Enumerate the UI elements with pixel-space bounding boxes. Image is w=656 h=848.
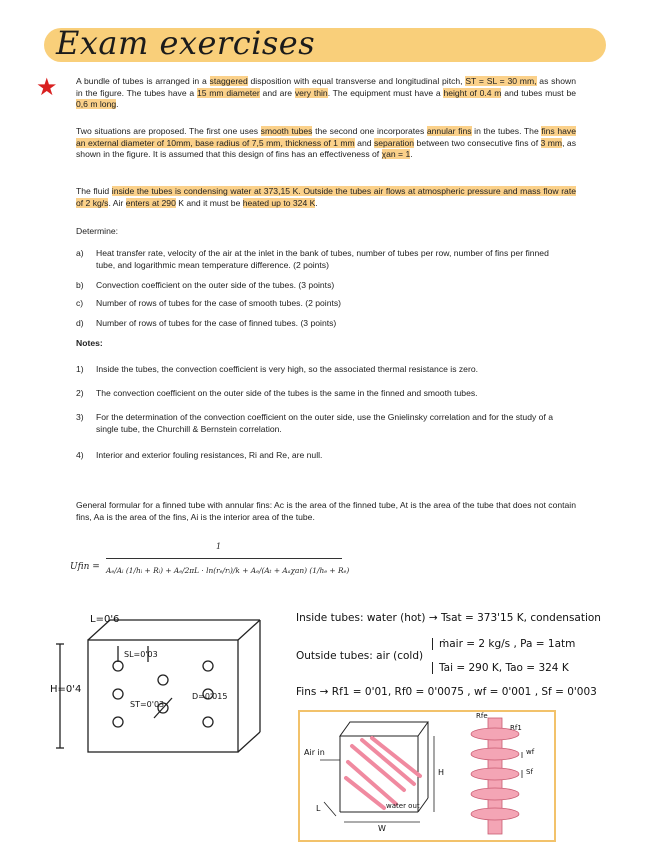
label-air-in: Air in <box>304 748 325 757</box>
situations-paragraph: Two situations are proposed. The first one uses smooth tubes the second one incorporates annular fins in the tubes. The fins have an external diameter of 10mm, base radius of 7,5 mm, thickness of 1 mm and separation between two consecutive fins of 3 mm, as shown in the figure. It is assumed that this design of fins has an effectiveness of χan = 1. <box>76 126 577 159</box>
note-4: 4) Interior and exterior fouling resistances, Ri and Re, are null. <box>76 450 323 460</box>
note-3: 3) For the determination of the convection coefficient on the outer side, use the Gnielinsky correlation and for the study of a single tube, the Churchill & Bernstein correlation. <box>76 412 554 434</box>
question-d: d) Number of rows of tubes for the case of finned tubes. (3 points) <box>76 318 337 328</box>
general-paragraph: General formular for a finned tube with annular fins: Ac is the area of the finned tube, At is the area of the tube that does not contain fins, Aa is the area of the fins, Ai is the interior area of the tube. <box>76 500 576 522</box>
question-b: b) Convection coefficient on the outer side of the tubes. (3 points) <box>76 280 335 290</box>
star-icon: ★ <box>36 74 58 101</box>
sketch-label-h: H=0'4 <box>50 684 82 695</box>
note-mass: ṁair = 2 kg/s , Pa = 1atm <box>432 638 575 650</box>
label-h: H <box>438 768 445 777</box>
tube-bundle-sketch <box>48 610 288 760</box>
note-1: 1) Inside the tubes, the convection coefficient is very high, so the associated thermal resistance is zero. <box>76 364 478 374</box>
label-water-out: water out <box>386 802 420 810</box>
intro-paragraph: A bundle of tubes is arranged in a staggered disposition with equal transverse and longitudinal pitch, ST = SL = 30 mm, as shown in the figure. The tubes have a 15 mm diameter and are very thin. The equipment must have a height of 0.4 m and tubes must be 0,6 m long. <box>76 76 577 109</box>
fluid-paragraph: The fluid inside the tubes is condensing water at 373,15 K. Outside the tubes air flows at atmospheric pressure and mass flow rate of 2 kg/s. Air enters at 290 K and it must be heated up to 324 K. <box>76 186 576 208</box>
sketch-label-st: ST=0'03 <box>130 700 165 709</box>
finned-tube-figure <box>298 710 556 842</box>
label-w: W <box>378 824 386 833</box>
determine-label: Determine: <box>76 226 119 236</box>
label-rf1: Rf1 <box>510 724 522 732</box>
notes-label: Notes: <box>76 338 103 348</box>
sketch-label-d: D=0'015 <box>192 692 228 701</box>
note-2: 2) The convection coefficient on the outer side of the tubes is the same in the finned and smooth tubes. <box>76 388 478 398</box>
sketch-label-l: L=0'6 <box>90 614 120 625</box>
note-temps: Tai = 290 K, Tao = 324 K <box>432 662 569 674</box>
fin-formula: Ufin = 1 Aₑ/Aᵢ (1/hᵢ + Rᵢ) + Aₑ/2πL · ln(rₑ/rᵢ)/k + Aₑ/(Aₜ + Aₐχan) (1/hₑ + Rₑ) <box>70 542 350 575</box>
note-outside: Outside tubes: air (cold) <box>296 650 424 662</box>
question-c: c) Number of rows of tubes for the case of smooth tubes. (2 points) <box>76 298 342 308</box>
label-sf: Sf <box>526 768 533 776</box>
note-fins: Fins → Rf1 = 0'01, Rf0 = 0'0075 , wf = 0'001 , Sf = 0'003 <box>296 686 597 698</box>
sketch-label-sl: SL=0'03 <box>124 650 158 659</box>
label-l: L <box>316 804 321 813</box>
label-wf: wf <box>526 748 535 756</box>
page-title: Exam exercises <box>56 24 316 62</box>
fraction-line <box>106 558 342 559</box>
note-inside: Inside tubes: water (hot) → Tsat = 373'15 K, condensation <box>296 612 601 624</box>
question-a: a) Heat transfer rate, velocity of the air at the inlet in the bank of tubes, number of tubes per row, number of fins per finned tube, and logarithmic mean temperature difference. (2 points) <box>76 248 549 270</box>
label-rfe: Rfe <box>476 712 488 720</box>
